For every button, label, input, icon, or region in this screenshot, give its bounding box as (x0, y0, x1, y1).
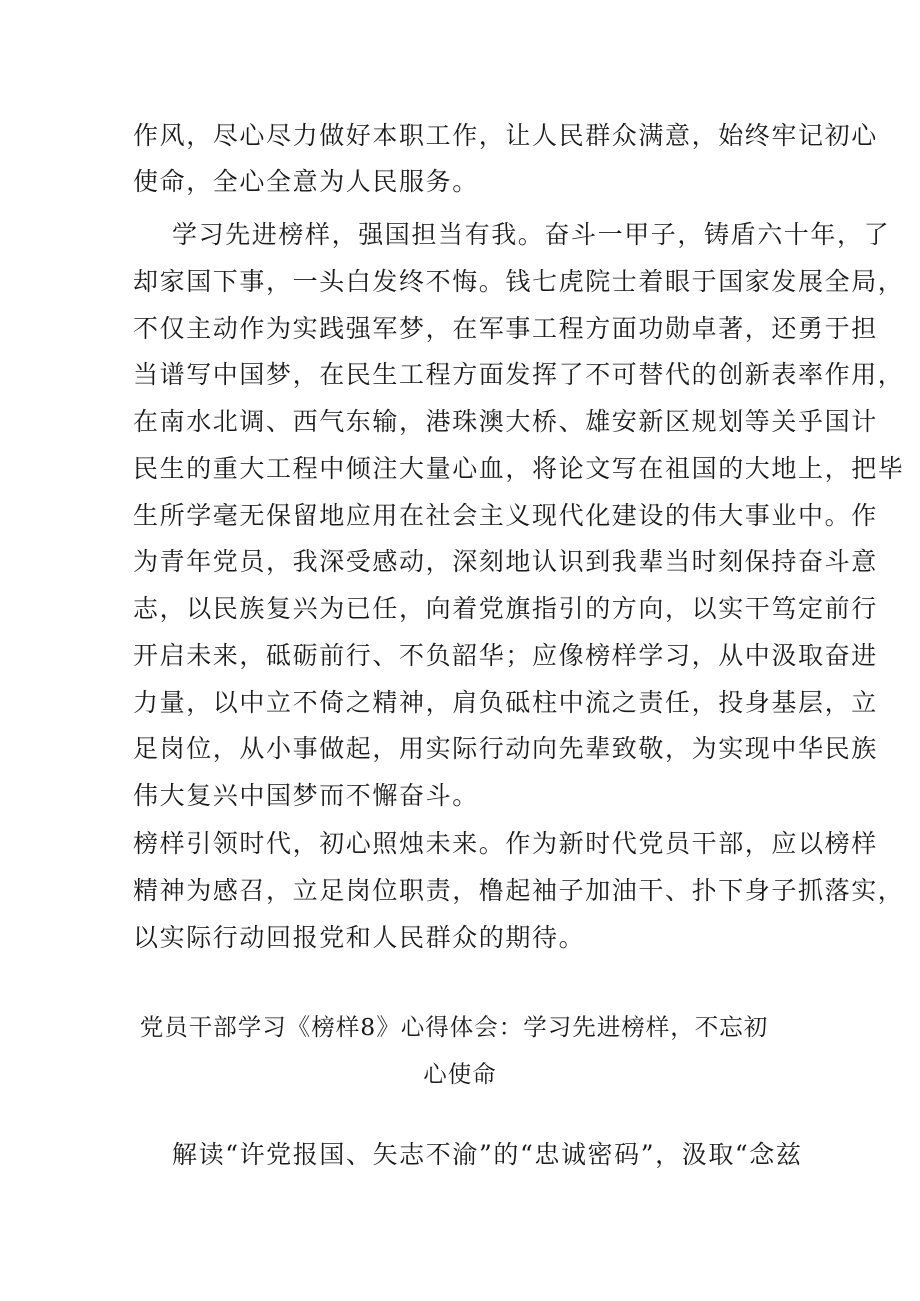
text-line: 生所学毫无保留地应用在社会主义现代化建设的伟大事业中。作 (133, 501, 878, 530)
text-line: 学习先进榜样，强国担当有我。奋斗一甲子，铸盾六十年，了 (172, 220, 891, 249)
text-line: 解读“许党报国、矢志不渝”的“忠诚密码”，汲取“念兹 (172, 1140, 803, 1169)
title-line: 心使命 (423, 1060, 497, 1088)
text-line: 民生的重大工程中倾注大量心血，将论文写在祖国的大地上，把毕 (133, 454, 905, 483)
text-line: 足岗位，从小事做起，用实际行动向先辈致敬，为实现中华民族 (133, 734, 878, 763)
text-line: 作风，尽心尽力做好本职工作，让人民群众满意，始终牢记初心 (133, 121, 878, 150)
text-line: 榜样引领时代，初心照烛未来。作为新时代党员干部，应以榜样 (133, 829, 878, 858)
text-line: 使命，全心全意为人民服务。 (133, 167, 479, 196)
text-line: 精神为感召，立足岗位职责，橹起袖子加油干、扑下身子抓落实， (133, 876, 905, 905)
text-line: 不仅主动作为实践强军梦，在军事工程方面功勋卓著，还勇于担 (133, 314, 878, 343)
title-line: 党员干部学习《榜样8》心得体会：学习先进榜样，不忘初 (139, 1013, 769, 1041)
text-line: 志，以民族复兴为已任，向着党旗指引的方向，以实干笃定前行 (133, 594, 878, 623)
text-line: 力量，以中立不倚之精神，肩负砥柱中流之责任，投身基层，立 (133, 688, 878, 717)
text-line: 开启未来，砥砺前行、不负韶华；应像榜样学习，从中汲取奋进 (133, 641, 878, 670)
text-line: 当谱写中国梦，在民生工程方面发挥了不可替代的创新表率作用， (133, 360, 905, 389)
text-line: 在南水北调、西气东输，港珠澳大桥、雄安新区规划等关乎国计 (133, 407, 878, 436)
text-line: 以实际行动回报党和人民群众的期待。 (133, 923, 586, 952)
text-line: 为青年党员，我深受感动，深刻地认识到我辈当时刻保持奋斗意 (133, 547, 878, 576)
text-line: 伟大复兴中国梦而不懈奋斗。 (133, 781, 479, 810)
text-line: 却家国下事，一头白发终不悔。钱七虎院士着眼于国家发展全局， (133, 267, 905, 296)
